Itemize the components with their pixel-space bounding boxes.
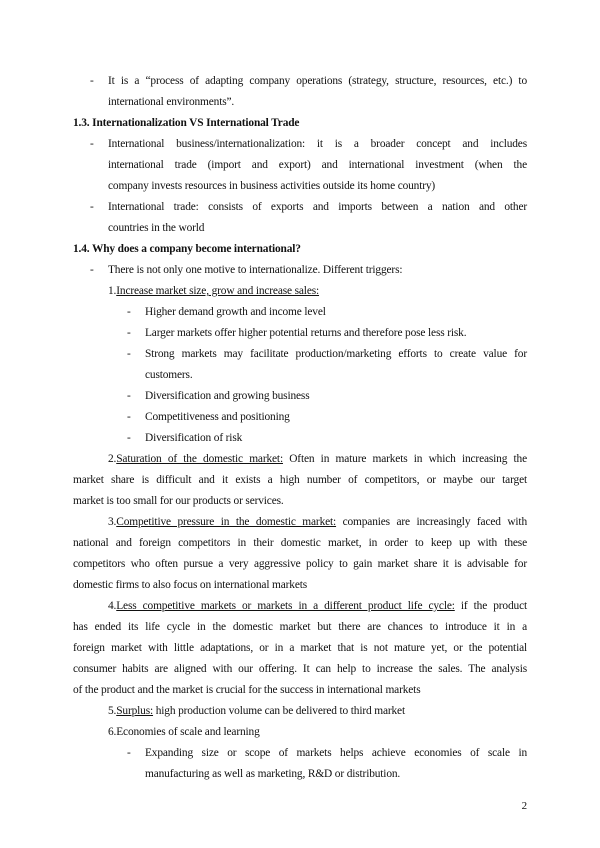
trigger-text: companies are increasingly faced with xyxy=(336,516,527,528)
list-dash: - xyxy=(127,348,131,360)
text-line: consumer habits are aligned with our offering. It can help to increase the sales. The analysis xyxy=(73,663,527,675)
text-line: foreign market with little adaptations, or in a market that is not mature yet, or the potential xyxy=(73,642,527,654)
list-dash: - xyxy=(90,201,94,213)
trigger-text: if the product xyxy=(454,600,527,612)
trigger-number: 2. xyxy=(108,453,117,465)
text-line: International trade: consists of exports and imports between a nation and other xyxy=(108,201,527,213)
trigger-1 xyxy=(108,284,319,298)
page-number: 2 xyxy=(521,800,527,812)
bullet-item: Larger markets offer higher potential returns and therefore pose less risk. xyxy=(145,327,467,339)
section-heading: 1.4. Why does a company become international? xyxy=(73,243,301,255)
trigger-3 xyxy=(108,515,527,529)
bullet-item: Diversification of risk xyxy=(145,432,243,444)
section-heading: 1.3. Internationalization VS International Trade xyxy=(73,117,300,129)
trigger-title: Increase market size, grow and increase sales: xyxy=(116,285,320,297)
text-line: national and foreign competitors in their domestic market, in order to keep up with these xyxy=(73,537,527,549)
list-dash: - xyxy=(90,138,94,150)
text-line: International business/internationalization: it is a broader concept and includes xyxy=(108,138,527,150)
text-line: international environments”. xyxy=(108,96,235,108)
bullet-item: customers. xyxy=(145,369,193,381)
trigger-number: 1. xyxy=(108,285,117,297)
bullet-item: Strong markets may facilitate production/marketing efforts to create value for xyxy=(145,348,527,360)
trigger-title: Less competitive markets or markets in a different product life cycle: xyxy=(116,600,455,612)
trigger-number: 5. xyxy=(108,705,117,717)
text-line: competitors who often pursue a very aggressive policy to gain market share it is advisable for xyxy=(73,558,527,570)
trigger-6: 6.Economies of scale and learning xyxy=(108,726,260,738)
text-line: There is not only one motive to internationalize. Different triggers: xyxy=(108,264,403,276)
trigger-title: Surplus: xyxy=(116,705,154,717)
text-line: domestic firms to also focus on international markets xyxy=(73,579,308,591)
list-dash: - xyxy=(127,747,131,759)
list-dash: - xyxy=(127,306,131,318)
text-line: It is a “process of adapting company operations (strategy, structure, resources, etc.) to xyxy=(108,75,527,87)
list-dash: - xyxy=(127,411,131,423)
list-dash: - xyxy=(127,432,131,444)
list-dash: - xyxy=(90,75,94,87)
trigger-title: Competitive pressure in the domestic market: xyxy=(116,516,337,528)
trigger-number: 4. xyxy=(108,600,117,612)
bullet-item: manufacturing as well as marketing, R&D or distribution. xyxy=(145,768,401,780)
bullet-item: Expanding size or scope of markets helps achieve economies of scale in xyxy=(145,747,527,759)
text-line: company invests resources in business activities outside its home country) xyxy=(108,180,436,192)
trigger-text: Often in mature markets in which increasing the xyxy=(282,453,528,465)
list-dash: - xyxy=(127,390,131,402)
list-dash: - xyxy=(127,327,131,339)
trigger-5 xyxy=(108,704,405,718)
text-line: international trade (import and export) and international investment (when the xyxy=(108,159,527,171)
list-dash: - xyxy=(90,264,94,276)
trigger-text: high production volume can be delivered to third market xyxy=(153,705,405,717)
trigger-number: 3. xyxy=(108,516,117,528)
trigger-2 xyxy=(108,452,527,466)
trigger-4 xyxy=(108,599,527,613)
trigger-title: Saturation of the domestic market: xyxy=(116,453,283,465)
bullet-item: Diversification and growing business xyxy=(145,390,310,402)
text-line: market share is difficult and it exists a high number of competitors, or maybe our target xyxy=(73,474,527,486)
bullet-item: Competitiveness and positioning xyxy=(145,411,290,423)
text-line: countries in the world xyxy=(108,222,205,234)
text-line: of the product and the market is crucial for the success in international markets xyxy=(73,684,421,696)
text-line: market is too small for our products or services. xyxy=(73,495,284,507)
text-line: has ended its life cycle in the domestic market but there are chances to introduce it in a xyxy=(73,621,527,633)
bullet-item: Higher demand growth and income level xyxy=(145,306,326,318)
